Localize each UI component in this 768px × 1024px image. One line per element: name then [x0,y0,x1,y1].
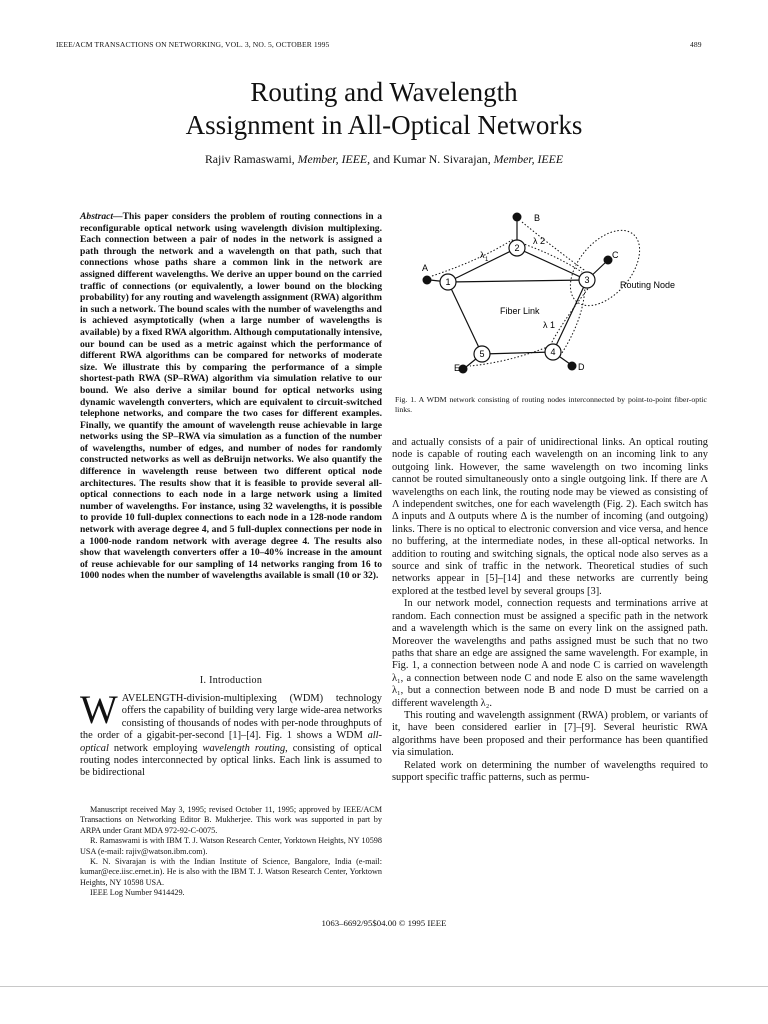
lambda-2-label: λ 2 [533,236,546,246]
lambda-1-subscript: 1 [485,257,489,263]
page-bottom-rule [0,986,768,987]
node-1-label: 1 [445,277,451,287]
node-5-label: 5 [479,349,485,359]
abstract-label: Abstract— [80,211,123,222]
lambda-1-label: λ [480,250,485,260]
fiber-link-label: Fiber Link [500,306,540,316]
title-line-2: Assignment in All-Optical Networks [185,110,583,140]
abstract [80,211,382,582]
wdm-network-figure [400,200,710,385]
letter-D: D [578,362,585,372]
intro-paragraph [80,687,382,780]
link-2-3 [517,248,587,280]
letter-B: B [534,213,541,223]
section-heading: I. Introduction [199,675,263,686]
node-2-label: 2 [514,243,520,253]
letter-A: A [422,263,429,273]
right-column [392,437,708,784]
intro-first-word: AVELENGTH [121,693,184,704]
paper-title [0,76,768,142]
paragraph-2: In our network model, connection requests and terminations arrive at random. Each connection must be assigned a specific path in the network and a wavelength which is the same on every link on the assigned path. Moreover the wavelengths and paths assigned must be such that no two paths that share an edge are assigned the same wavelength. For example, in Fig. 1, a connection between node A and node C is carried on wavelength λ₁, a connection between node C and node E also on the same wavelength λ₁, but a connection between node B and node D must be carried on a different wavelength λ₂. [392,598,708,709]
footnote-manuscript: Manuscript received May 3, 1995; revised October 11, 1995; approved by IEEE/ACM Transactions on Networking Editor B. Mukherjee. This work was supported in part by ARPA under Grant MDA 972-92-C-0075. [80,805,382,835]
routing-node-outline [557,218,653,319]
footnote-author-1: R. Ramaswami is with IBM T. J. Watson Research Center, Yorktown Heights, NY 10598 USA (e-mail: rajiv@watson.ibm.com). [80,836,382,856]
link-1-5 [448,282,482,354]
author-conjunction: and [373,152,391,166]
paragraph-3: This routing and wavelength assignment (RWA) problem, or variants of it, have been considered earlier in [7]–[9]. Several heuristic RWA algorithms have been proposed and their performance has been quantified via simulation. [392,709,708,759]
intro-text-2: network employing [108,742,203,754]
lightpath-A-C [432,240,582,276]
endpoint-D [568,362,577,371]
letter-C: C [612,250,619,260]
paragraph-4: Related work on determining the number of wavelengths required to support specific traffic patterns, such as permu- [392,759,708,783]
author-1: Rajiv Ramaswami, [204,152,295,166]
link-1-3 [448,280,587,282]
abstract-text: This paper considers the problem of routing connections in a reconfigurable optical network using wavelength division multiplexing. Each connection between a pair of nodes in the network is assigned a path through the network and a wavelength on that path, such that connections whose paths share a common link in the network are assigned different wavelengths. We derive an upper bound on the carried traffic of connections (or equivalently, a lower bound on the blocking probability) for any routing and wavelength assignment (RWA) algorithm in such a network. The bound scales with the number of wavelengths and is achieved asymptotically (when a large number of wavelengths is available) by a fixed RWA algorithm. Although computationally intensive, our bound can be used as a metric against which the performance of different RWA algorithms can be compared for networks of moderate size. We illustrate this by comparing the performance of a simple shortest-path RWA (SP–RWA) algorithm via simulation relative to our bound. We also derive a similar bound for optical networks using dynamic wavelength converters, which are equivalent to circuit-switched telephone networks, and compare the two cases for different examples. Finally, we quantify the amount of wavelength reuse achievable in large networks using the SP–RWA via simulation as a function of the number of wavelengths, number of edges, and number of nodes for randomly constructed networks as well as deBruijn networks. We also quantify the difference in wavelength reuse between two different optical node architectures. The results show that it is feasible to provide several all-optical connections to each node in a large network using a limited number of wavelengths. For instance, using 32 wavelengths, it is possible to provide 10 full-duplex connections to each node in a 128-node random network with average degree 4, and 5 full-duplex connections per node in a 1000-node random network with average degree 4. The results also show that wavelength converters offer a 10–40% increase in the amount of reuse achievable for our sampling of 14 networks ranging from 16 to 1000 nodes when the number of wavelengths available is small (10 or 32). [80,211,382,582]
author-2: Kumar N. Sivarajan, [393,152,491,166]
endpoint-A [423,276,432,285]
letter-E: E [454,363,461,373]
footnotes [80,805,382,899]
link-3-4 [553,280,587,352]
copyright-line: 1063–6692/95$04.00 © 1995 IEEE [321,918,447,928]
intro-text-1: -division-multiplexing (WDM) technology offers the capability of building very large wide-area networks consisting of thousands of nodes with per-node throughputs of the order of a gigabit-per-second [1]–[4]. Fig. 1 shows a WDM [80,693,382,742]
intro-text-3: , consisting of optical routing nodes interconnected by optical links. Each link is assumed to be bidirectional [80,742,382,779]
drop-cap: W [80,687,118,732]
author-2-role: Member, IEEE [493,152,564,166]
paragraph-1: and actually consists of a pair of unidirectional links. An optical routing node is capable of routing each wavelength on an incoming link to any outgoing link. However, the same wavelength on two incoming links cannot be routed simultaneously onto a single outgoing link. If there are Λ wavelengths on each link, the routing node may be viewed as consisting of Λ independent switches, one for each wavelength (Fig. 2). Each switch has Δ inputs and Δ outputs where Δ is the number of incoming (and outgoing) links. There is no optical to electronic conversion and vice versa, and hence no buffering, at the intermediate nodes, in these all-optical networks. In addition to routing and switching signals, the optical node also serves as a source and sink of traffic in the network. Theoretical studies of such networks appear in [5]–[14] and these networks are currently being explored at the testbed level by several groups [3]. [392,437,708,597]
node-3-label: 3 [584,275,590,285]
page-number: 489 [690,40,702,49]
intro-italic-2: wavelength routing [202,742,286,754]
routing-node-label: Routing Node [620,280,676,290]
lambda-1-mid-label: λ 1 [543,320,556,330]
running-head: IEEE/ACM TRANSACTIONS ON NETWORKING, VOL. 3, NO. 5, OCTOBER 1995 [56,40,330,49]
node-4-label: 4 [550,347,556,357]
endpoint-B [513,213,522,222]
lightpath-B-D [522,222,585,356]
title-line-1: Routing and Wavelength [250,77,518,107]
footnote-author-2: K. N. Sivarajan is with the Indian Institute of Science, Bangalore, India (e-mail: kumar@ece.iisc.ernet.in). He is also with the IBM T. J. Watson Research Center, Yorktown Heights, NY 10598 USA. [80,857,382,887]
figure-caption: Fig. 1. A WDM network consisting of routing nodes interconnected by point-to-point fiber-optic links. [395,395,707,414]
author-1-role: Member, IEEE, [297,152,371,166]
author-line [0,152,768,167]
intro-italic-1: all-optical [80,730,382,754]
footnote-log-number: IEEE Log Number 9414429. [90,888,185,898]
link-5-4 [482,352,553,354]
